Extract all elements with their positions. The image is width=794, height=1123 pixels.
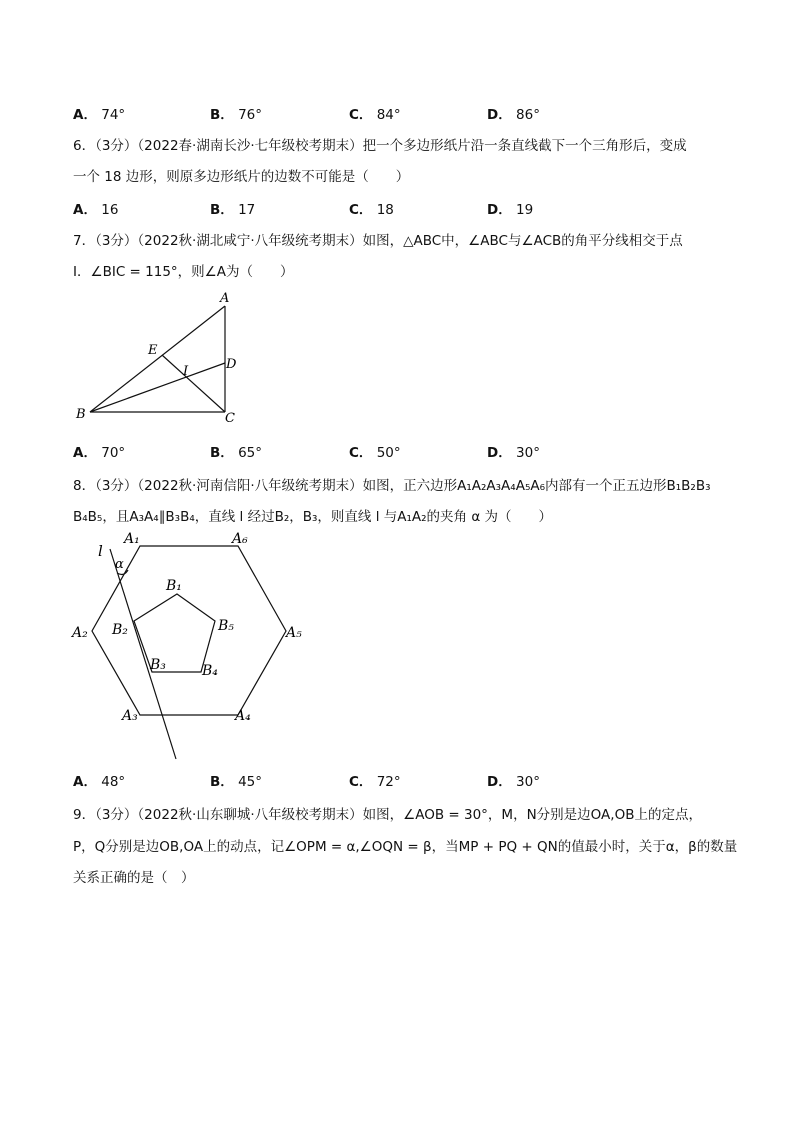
q8-label-a2: A₂ bbox=[72, 625, 88, 641]
q6-option-b[interactable]: B． 17 bbox=[210, 202, 256, 218]
q7-label-e: E bbox=[148, 343, 158, 358]
q7-option-a[interactable]: A． 70° bbox=[73, 445, 126, 461]
q7-label-c: C bbox=[225, 411, 235, 426]
q7-option-b[interactable]: B． 65° bbox=[210, 445, 263, 461]
q7-option-c[interactable]: C． 50° bbox=[349, 445, 401, 461]
q8-label-b3: B₃ bbox=[150, 657, 166, 673]
q8-label-a5: A₅ bbox=[286, 625, 302, 641]
q9-stem-line1: 9．（3分）（2022秋·山东聊城·八年级校考期末）如图，∠AOB = 30°，M，N分别是边OA,OB上的定点， bbox=[73, 807, 702, 823]
q7-label-d: D bbox=[226, 357, 237, 372]
q6-option-d[interactable]: D． 19 bbox=[487, 202, 534, 218]
q8-option-d[interactable]: D． 30° bbox=[487, 774, 540, 790]
q5-option-d[interactable]: D． 86° bbox=[487, 107, 540, 123]
q8-label-b2: B₂ bbox=[112, 622, 128, 638]
q8-stem-line1: 8．（3分）（2022秋·河南信阳·八年级统考期末）如图，正六边形A₁A₂A₃A₄A₅A₆内部有一个正五边形B₁B₂B₃ bbox=[73, 478, 711, 494]
q8-option-b[interactable]: B． 45° bbox=[210, 774, 263, 790]
q8-label-l: l bbox=[98, 542, 103, 560]
q7-option-d[interactable]: D． 30° bbox=[487, 445, 540, 461]
q8-label-alpha: α bbox=[115, 557, 124, 572]
q8-label-a4: A₄ bbox=[235, 708, 251, 724]
q7-label-a: A bbox=[220, 291, 230, 306]
q6-option-c[interactable]: C． 18 bbox=[349, 202, 394, 218]
q7-label-i: I bbox=[183, 364, 189, 379]
q6-option-a[interactable]: A． 16 bbox=[73, 202, 119, 218]
q5-option-c[interactable]: C． 84° bbox=[349, 107, 401, 123]
q9-stem-line3: 关系正确的是（ ） bbox=[73, 870, 195, 886]
q8-label-a6: A₆ bbox=[232, 531, 248, 547]
q7-stem-line2: I．∠BIC = 115°，则∠A为（ ） bbox=[73, 264, 294, 280]
q8-option-c[interactable]: C． 72° bbox=[349, 774, 401, 790]
q5-option-b[interactable]: B． 76° bbox=[210, 107, 263, 123]
q8-label-a3: A₃ bbox=[122, 708, 138, 724]
q6-stem-line2: 一个 18 边形，则原多边形纸片的边数不可能是（ ） bbox=[73, 169, 410, 185]
q6-stem-line1: 6．（3分）（2022春·湖南长沙·七年级校考期末）把一个多边形纸片沿一条直线截下一个三角形后，变成 bbox=[73, 138, 687, 154]
q8-hexagon-figure bbox=[70, 530, 310, 765]
q8-label-a1: A₁ bbox=[124, 531, 140, 547]
q6-options bbox=[73, 198, 733, 218]
q8-label-b4: B₄ bbox=[202, 663, 218, 679]
q7-stem-line1: 7．（3分）（2022秋·湖北咸宁·八年级统考期末）如图，△ABC中，∠ABC与∠ACB的角平分线相交于点 bbox=[73, 233, 683, 249]
q7-bisector-ce bbox=[162, 355, 225, 412]
q7-triangle-figure bbox=[70, 288, 250, 428]
q8-option-a[interactable]: A． 48° bbox=[73, 774, 126, 790]
q5-options bbox=[73, 103, 733, 123]
q7-bisector-bd bbox=[90, 363, 225, 412]
q7-label-b: B bbox=[76, 407, 86, 422]
q7-options bbox=[73, 441, 733, 461]
q8-pentagon bbox=[134, 594, 215, 672]
q5-option-a[interactable]: A． 74° bbox=[73, 107, 126, 123]
q7-side-ab bbox=[90, 306, 225, 412]
q8-label-b5: B₅ bbox=[218, 618, 234, 634]
q9-stem-line2: P，Q分别是边OB,OA上的动点，记∠OPM = α,∠OQN = β，当MP + PQ + QN的值最小时，关于α，β的数量 bbox=[73, 839, 738, 855]
q8-label-b1: B₁ bbox=[166, 578, 182, 594]
q8-options bbox=[73, 770, 733, 790]
q8-stem-line2: B₄B₅，且A₃A₄∥B₃B₄，直线 l 经过B₂，B₃，则直线 l 与A₁A₂的夹角 α 为（ ） bbox=[73, 509, 553, 525]
